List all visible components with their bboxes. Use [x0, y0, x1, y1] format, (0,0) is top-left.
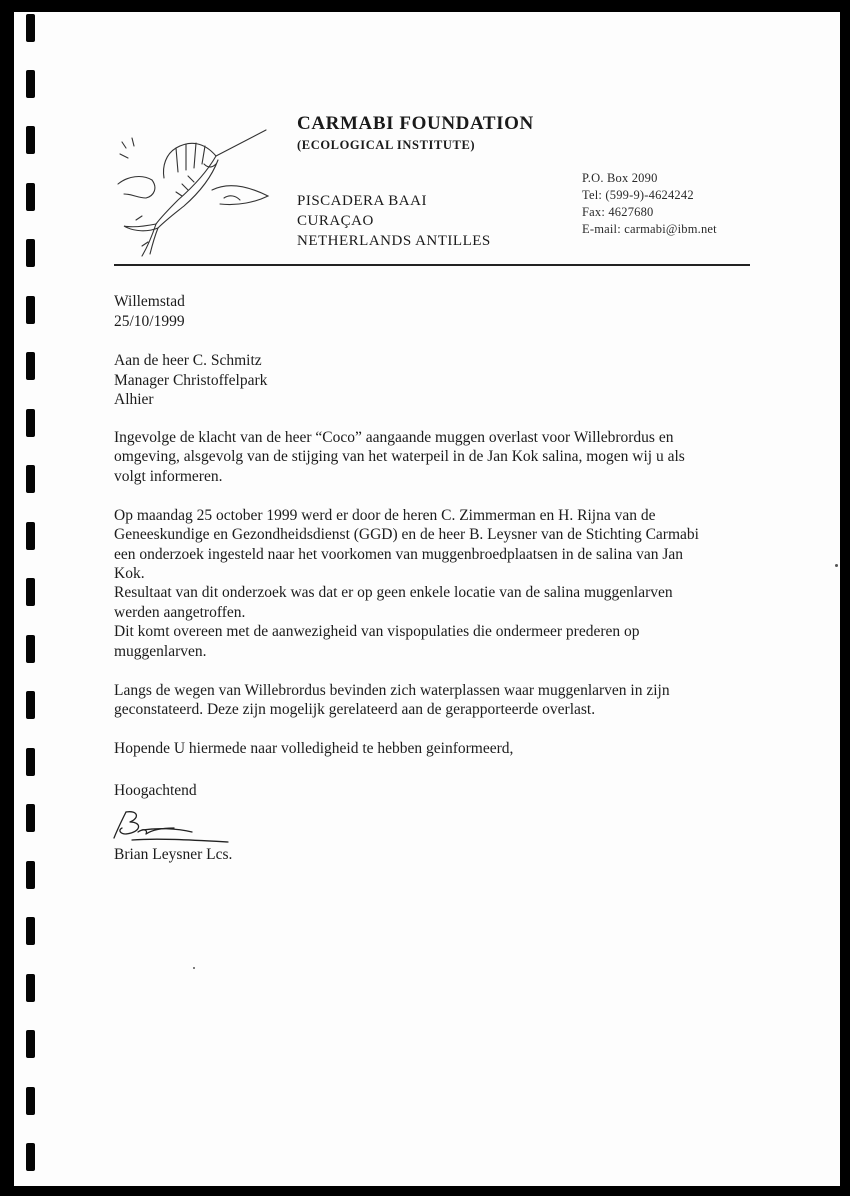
- scan-speck: [193, 967, 195, 969]
- letter-date: 25/10/1999: [114, 313, 185, 330]
- binding-hole: [26, 409, 35, 437]
- binding-hole: [26, 578, 35, 606]
- paragraph-2-line: Dit komt overeen met de aanwezigheid van vispopulaties die ondermeer prederen op: [114, 623, 640, 640]
- salutation: Hoogachtend: [114, 782, 197, 799]
- paragraph-2-line: muggenlarven.: [114, 643, 207, 660]
- sailfish-logo: [112, 124, 272, 258]
- paragraph-1-line: omgeving, alsgevolg van de stijging van het waterpeil in de Jan Kok salina, mogen wij u als: [114, 448, 685, 465]
- binding-hole: [26, 1087, 35, 1115]
- binding-hole: [26, 14, 35, 42]
- paragraph-1-line: Ingevolge de klacht van de heer “Coco” aangaande muggen overlast voor Willebrordus en: [114, 429, 674, 446]
- handwritten-signature: [112, 808, 234, 846]
- binding-hole: [26, 974, 35, 1002]
- binding-hole: [26, 239, 35, 267]
- contact-block: [582, 170, 717, 238]
- binding-hole: [26, 465, 35, 493]
- po-box: P.O. Box 2090: [582, 171, 658, 185]
- paragraph-2-line: Geneeskundige en Gezondheidsdienst (GGD) en de heer B. Leysner van de Stichting Carmabi: [114, 526, 699, 543]
- binding-hole: [26, 917, 35, 945]
- binding-hole: [26, 691, 35, 719]
- scan-speck: [835, 564, 838, 567]
- paragraph-3-line: geconstateerd. Deze zijn mogelijk gerelateerd aan de gerapporteerde overlast.: [114, 701, 596, 718]
- header-divider: [114, 264, 750, 266]
- recipient-line: Aan de heer C. Schmitz: [114, 352, 262, 369]
- email: E-mail: carmabi@ibm.net: [582, 222, 717, 236]
- recipient-line: Alhier: [114, 391, 154, 408]
- organization-subtitle: (ECOLOGICAL INSTITUTE): [297, 138, 476, 152]
- fax: Fax: 4627680: [582, 205, 654, 219]
- telephone: Tel: (599-9)-4624242: [582, 188, 694, 202]
- address-line: NETHERLANDS ANTILLES: [297, 233, 491, 249]
- binding-hole: [26, 861, 35, 889]
- binding-hole: [26, 748, 35, 776]
- binding-hole: [26, 296, 35, 324]
- address-line: PISCADERA BAAI: [297, 193, 427, 209]
- binding-hole: [26, 1030, 35, 1058]
- binding-hole: [26, 635, 35, 663]
- binding-hole: [26, 70, 35, 98]
- paragraph-2-line: Resultaat van dit onderzoek was dat er op geen enkele locatie van de salina muggenlarven: [114, 584, 673, 601]
- letter-place: Willemstad: [114, 293, 185, 310]
- organization-name: CARMABI FOUNDATION: [297, 113, 534, 134]
- binding-hole: [26, 804, 35, 832]
- binding-hole: [26, 126, 35, 154]
- paragraph-2-line: Op maandag 25 october 1999 werd er door de heren C. Zimmerman en H. Rijna van de: [114, 507, 656, 524]
- binding-hole: [26, 1143, 35, 1171]
- paragraph-3-line: Langs de wegen van Willebrordus bevinden zich waterplassen waar muggenlarven in zijn: [114, 682, 670, 699]
- paragraph-2-line: werden aangetroffen.: [114, 604, 246, 621]
- binding-hole: [26, 183, 35, 211]
- address-line: CURAÇAO: [297, 213, 374, 229]
- paragraph-2-line: Kok.: [114, 565, 145, 582]
- organization-address: [297, 191, 491, 251]
- binding-hole: [26, 522, 35, 550]
- paragraph-2-line: een onderzoek ingesteld naar het voorkomen van muggenbroedplaatsen in de salina van Jan: [114, 546, 683, 563]
- recipient-line: Manager Christoffelpark: [114, 372, 268, 389]
- binding-hole: [26, 352, 35, 380]
- closing-sentence: Hopende U hiermede naar volledigheid te hebben geinformeerd,: [114, 740, 514, 757]
- signatory-name: Brian Leysner Lcs.: [114, 846, 233, 863]
- paragraph-1-line: volgt informeren.: [114, 468, 223, 485]
